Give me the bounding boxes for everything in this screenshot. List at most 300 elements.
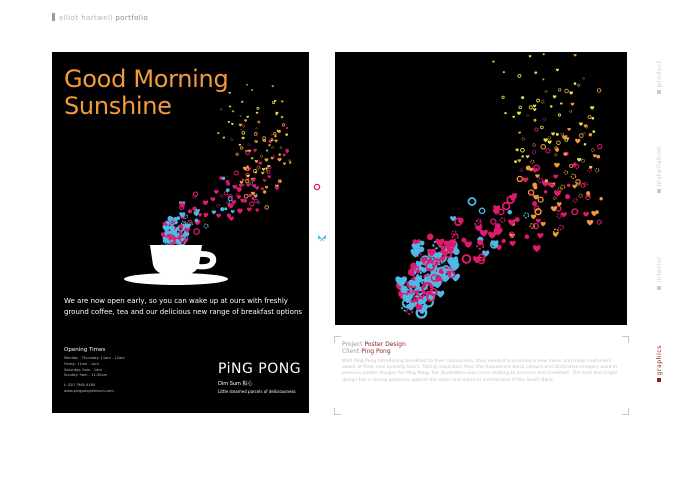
heart-icon	[541, 222, 546, 226]
nav-label: product	[655, 60, 663, 88]
dot-icon	[437, 252, 442, 257]
donut-icon	[272, 101, 274, 103]
poster-left[interactable]	[52, 52, 309, 413]
heart-icon	[593, 154, 597, 157]
dot-icon	[246, 165, 249, 168]
heart-icon	[228, 121, 230, 123]
donut-icon	[463, 255, 471, 263]
heart-icon	[518, 132, 521, 135]
heart-icon	[482, 250, 489, 256]
heart-icon	[526, 155, 529, 158]
dot-icon	[477, 240, 483, 246]
heart-icon	[231, 210, 235, 213]
saucer	[124, 273, 228, 285]
heart-icon	[569, 91, 573, 94]
heart-icon	[261, 187, 264, 190]
sun-icon	[559, 225, 563, 229]
dot-icon	[503, 71, 505, 73]
opening-times-title: Opening Times	[64, 347, 106, 353]
sun-icon	[588, 168, 591, 171]
dot-icon	[251, 89, 253, 91]
heart-icon	[268, 144, 270, 146]
heart-icon	[561, 212, 567, 217]
sun-icon	[500, 218, 505, 223]
sun-icon	[240, 115, 242, 117]
dot-icon	[543, 53, 545, 55]
sun-icon	[582, 159, 585, 162]
poster-intro: We are now open early, so you can wake up at ours with freshly ground coffee, tea and our delicious new range of breakfast options	[64, 297, 303, 316]
dot-icon	[246, 84, 248, 86]
heart-icon	[465, 241, 472, 248]
dot-icon	[227, 213, 231, 217]
donut-icon	[263, 137, 266, 140]
heart-icon	[214, 190, 219, 194]
dot-icon	[262, 140, 264, 142]
dot-icon	[514, 160, 517, 163]
donut-icon	[572, 209, 578, 215]
donut-icon	[597, 220, 601, 224]
heart-icon	[253, 149, 257, 152]
heart-icon	[251, 157, 254, 160]
dot-icon	[289, 161, 291, 163]
sun-icon	[256, 127, 258, 129]
dot-icon	[232, 110, 234, 112]
nav-label: installation	[655, 146, 663, 187]
contact-info	[64, 383, 114, 395]
caption-corner	[334, 336, 341, 343]
donut-icon	[597, 89, 601, 93]
dot-icon	[274, 135, 276, 137]
sun-icon	[520, 169, 523, 172]
dot-icon	[286, 149, 289, 152]
heart-icon	[492, 61, 495, 63]
breakfast-icon-swirl-detail	[395, 53, 602, 317]
donut-icon	[271, 139, 273, 141]
heart-icon	[228, 92, 230, 94]
donut-icon	[557, 141, 561, 145]
heart-icon	[217, 132, 219, 134]
dot-icon	[415, 276, 422, 283]
heart-icon	[571, 103, 575, 106]
site-header	[52, 13, 148, 22]
donut-icon	[541, 145, 545, 149]
dot-icon	[533, 186, 537, 190]
dot-icon	[526, 166, 531, 171]
heart-icon	[244, 119, 247, 122]
project-description: With Ping Pong introducing breakfast to their restaurants, they needed to promote a new menu and make customers aware of their new opening hours. Taking inspiration from the fluorescent block colours and illustrative imagery used in previous poster designs for Ping Pong, the illustration uses icons relating to summer and breakfast. The bold and bright design has a strong presence against the clean and minimal architecture of the South Bank.	[342, 359, 618, 383]
butterfly-icon	[317, 234, 327, 243]
sun-icon	[240, 129, 242, 131]
sun-icon	[548, 137, 551, 140]
heart-icon	[262, 168, 265, 171]
sun-icon	[569, 110, 571, 112]
heart-icon	[566, 137, 569, 140]
poster-headline	[64, 66, 228, 120]
heart-icon	[210, 197, 215, 201]
heart-icon	[562, 135, 567, 140]
project-caption	[342, 341, 624, 384]
heart-icon	[577, 158, 581, 162]
sun-icon	[522, 138, 525, 141]
dot-icon	[544, 190, 547, 193]
heart-icon	[247, 207, 252, 211]
heart-icon	[529, 55, 532, 57]
nav-item-product[interactable]	[652, 60, 666, 94]
sun-icon	[532, 150, 536, 154]
dot-icon	[263, 190, 266, 193]
dot-icon	[242, 179, 245, 182]
heart-icon	[553, 95, 557, 98]
dot-icon	[584, 143, 587, 146]
brand-subtitle: Dim Sum 點心	[218, 381, 253, 387]
dot-icon	[574, 82, 577, 85]
heart-icon	[231, 123, 234, 125]
dot-icon	[255, 208, 258, 211]
dot-icon	[596, 155, 600, 159]
heart-icon	[246, 116, 249, 118]
sun-icon	[271, 134, 273, 136]
dot-icon	[255, 171, 257, 173]
heart-icon	[261, 172, 264, 175]
dot-icon	[599, 197, 602, 200]
heart-icon	[239, 123, 242, 126]
donut-icon	[250, 202, 254, 206]
heart-icon	[512, 116, 515, 118]
donut-icon	[579, 134, 583, 138]
website: www.pingpongdimsum.com	[64, 388, 114, 393]
nav-marker	[657, 378, 661, 382]
heart-icon	[274, 139, 277, 142]
donut-icon	[240, 147, 243, 150]
sun-icon	[531, 160, 534, 163]
sun-icon	[257, 166, 260, 169]
dot-icon	[226, 188, 230, 192]
donut-icon	[236, 153, 238, 155]
sun-icon	[538, 178, 543, 183]
donut-icon	[257, 107, 259, 109]
dot-icon	[195, 219, 199, 223]
opening-line: Sunday: 9am - 11:30pm	[64, 373, 108, 378]
sun-icon	[248, 144, 250, 146]
heart-icon	[509, 241, 515, 247]
dot-icon	[279, 180, 281, 182]
sun-icon	[280, 147, 282, 149]
heart-icon	[242, 137, 245, 140]
opening-line: Saturday: 9am - 1am	[64, 367, 102, 372]
dot-icon	[286, 127, 288, 129]
dot-icon	[419, 241, 424, 246]
heart-icon	[523, 177, 529, 182]
heart-icon	[229, 106, 231, 108]
donut-icon	[244, 194, 248, 198]
client-value: Ping Pong	[361, 348, 391, 355]
sun-icon	[204, 224, 208, 228]
heart-icon	[556, 69, 559, 72]
sun-icon	[553, 197, 556, 200]
heart-icon	[516, 149, 519, 152]
donut-icon	[503, 203, 510, 210]
donut-icon	[529, 106, 532, 109]
dot-icon	[458, 218, 464, 224]
sun-icon	[260, 155, 263, 158]
heart-icon	[533, 104, 536, 107]
project-row	[342, 341, 624, 348]
heart-icon	[554, 190, 561, 196]
dot-icon	[542, 78, 544, 80]
dot-icon	[418, 299, 424, 305]
heart-icon	[277, 158, 281, 162]
sun-icon	[591, 149, 594, 152]
heart-icon	[553, 175, 558, 179]
dot-icon	[565, 194, 570, 199]
heart-icon	[281, 116, 284, 118]
dot-icon	[224, 207, 227, 210]
heart-icon	[255, 160, 258, 163]
heart-icon	[590, 106, 594, 110]
donut-icon	[598, 145, 602, 149]
heart-icon	[553, 232, 558, 237]
donut-icon	[541, 126, 544, 129]
headline-line-1: Good Morning	[64, 65, 229, 93]
dot-icon	[589, 133, 592, 136]
donut-icon	[254, 199, 257, 202]
donut-icon	[521, 148, 525, 152]
dot-icon	[278, 153, 281, 156]
donut-icon	[265, 206, 269, 210]
donut-icon	[546, 149, 550, 153]
heart-icon	[281, 100, 284, 102]
donut-icon	[479, 208, 484, 213]
dot-icon	[525, 234, 530, 239]
sun-icon	[533, 144, 536, 147]
dot-icon	[249, 194, 252, 197]
sun-icon	[541, 101, 544, 104]
sun-icon	[257, 201, 260, 204]
donut-icon	[518, 74, 521, 77]
heart-icon	[517, 112, 521, 116]
headline-line-2: Sunshine	[64, 92, 172, 120]
nav-marker	[657, 286, 661, 290]
heart-icon	[537, 233, 543, 238]
heart-icon	[255, 186, 259, 190]
dot-icon	[508, 210, 512, 214]
heart-icon	[285, 133, 288, 136]
dot-icon	[591, 117, 594, 120]
heart-icon	[239, 144, 241, 146]
dot-icon	[253, 184, 256, 187]
donut-icon	[537, 99, 540, 102]
illustration-detail	[335, 52, 627, 325]
author-name[interactable]: elliot hartwell	[59, 14, 113, 22]
dot-icon	[545, 179, 548, 182]
dot-icon	[586, 191, 590, 195]
dot-icon	[521, 155, 523, 157]
dot-icon	[550, 105, 553, 108]
header-marker	[52, 13, 55, 21]
donut-icon	[581, 183, 585, 187]
dot-icon	[529, 193, 532, 196]
dot-icon	[504, 112, 506, 114]
dot-icon	[521, 96, 524, 99]
sun-icon	[564, 171, 568, 175]
heart-icon	[272, 85, 274, 87]
heart-icon	[265, 186, 268, 189]
dot-icon	[266, 150, 268, 152]
heart-icon	[543, 138, 547, 142]
nav-label: graphics	[655, 345, 663, 376]
category-nav	[652, 0, 666, 481]
heart-icon	[282, 154, 285, 157]
heart-icon	[548, 140, 552, 144]
nav-item-interior[interactable]	[652, 256, 666, 290]
donut-icon	[570, 164, 573, 167]
cup-icon	[150, 245, 202, 276]
heart-icon	[480, 230, 488, 237]
opening-line: Monday - Thursday: 11am - 12am	[64, 356, 125, 360]
dot-icon	[592, 130, 595, 133]
donut-icon	[558, 114, 560, 116]
heart-icon	[554, 163, 560, 168]
sun-icon	[271, 146, 273, 148]
dot-icon	[501, 239, 505, 243]
sun-icon	[243, 125, 245, 127]
client-row	[342, 348, 624, 355]
heart-icon	[265, 158, 269, 161]
donut-icon	[234, 171, 238, 175]
donut-icon	[274, 133, 277, 136]
donut-icon	[258, 121, 260, 123]
heart-icon	[436, 291, 444, 298]
dot-icon	[241, 101, 243, 103]
donut-icon	[224, 192, 228, 196]
heart-icon	[518, 159, 522, 162]
heart-icon	[283, 162, 286, 165]
caption-corner	[622, 408, 629, 415]
sun-icon	[217, 204, 220, 207]
donut-icon	[246, 151, 250, 155]
heart-icon	[551, 132, 555, 135]
donut-icon	[517, 176, 522, 181]
heart-icon	[267, 175, 271, 178]
donut-icon	[468, 198, 475, 205]
heart-icon	[255, 140, 258, 143]
sun-icon	[545, 90, 547, 92]
poster-right-detail[interactable]	[335, 52, 627, 325]
sun-icon	[231, 139, 233, 141]
dot-icon	[532, 201, 537, 206]
donut-icon	[491, 219, 496, 224]
dot-icon	[220, 207, 224, 211]
donut-icon	[242, 132, 245, 135]
heart-icon	[216, 214, 221, 218]
donut-icon	[588, 116, 591, 119]
sun-icon	[582, 77, 584, 79]
heart-icon	[533, 108, 536, 111]
dot-icon	[226, 182, 230, 186]
dot-icon	[556, 133, 559, 136]
heart-icon	[263, 179, 266, 182]
heart-icon	[587, 220, 593, 226]
donut-icon	[194, 229, 199, 234]
dot-icon	[176, 216, 180, 220]
dot-icon	[534, 119, 537, 122]
project-label: Project	[342, 341, 363, 348]
dot-icon	[515, 217, 520, 222]
sun-icon	[583, 132, 585, 134]
heart-icon	[212, 210, 216, 214]
nav-item-graphics[interactable]	[652, 345, 666, 382]
heart-icon	[567, 128, 571, 131]
sun-icon	[527, 115, 529, 117]
ping-pong-logo: PiNG PONG	[218, 361, 302, 377]
caption-corner	[334, 408, 341, 415]
sun-icon	[524, 213, 529, 218]
donut-icon	[313, 183, 321, 191]
sun-icon	[561, 185, 565, 189]
heart-icon	[533, 245, 541, 252]
dot-icon	[408, 279, 414, 285]
nav-marker	[657, 90, 661, 94]
heart-icon	[256, 112, 259, 114]
dot-icon	[595, 210, 599, 214]
heart-icon	[223, 137, 225, 139]
donut-icon	[535, 128, 538, 131]
heart-icon	[258, 162, 262, 165]
sun-icon	[595, 168, 599, 172]
donut-icon	[565, 89, 569, 93]
phone: t: 020 7960 4160	[64, 383, 96, 387]
opening-times-list	[64, 356, 125, 379]
heart-icon	[531, 215, 536, 220]
donut-icon	[254, 132, 257, 135]
donut-icon	[538, 197, 543, 202]
section-name[interactable]: portfolio	[115, 14, 149, 22]
dot-icon	[567, 184, 570, 187]
donut-icon	[519, 106, 522, 109]
sun-icon	[220, 195, 223, 198]
heart-icon	[228, 204, 234, 209]
donut-icon	[558, 89, 560, 91]
dot-icon	[251, 197, 254, 200]
heart-icon	[572, 184, 576, 188]
dot-icon	[222, 177, 225, 180]
heart-icon	[579, 122, 583, 126]
sun-icon	[554, 154, 557, 157]
sun-icon	[571, 174, 575, 178]
heart-icon	[535, 174, 539, 178]
brand-tagline: Little steamed parcels of deliciousness	[218, 389, 296, 394]
heart-icon	[198, 213, 202, 217]
heart-icon	[536, 219, 541, 223]
sun-icon	[543, 118, 546, 121]
dot-icon	[427, 233, 434, 240]
heart-icon	[574, 54, 577, 57]
nav-label: interior	[655, 256, 663, 283]
sun-icon	[573, 199, 577, 203]
dot-icon	[244, 199, 247, 202]
heart-icon	[435, 239, 444, 247]
project-value: Poster Design	[364, 341, 406, 348]
heart-icon	[584, 124, 588, 127]
sun-icon	[577, 84, 580, 87]
nav-marker	[657, 189, 661, 193]
heart-icon	[560, 102, 563, 104]
dot-icon	[188, 209, 192, 213]
donut-icon	[282, 124, 284, 126]
nav-item-installation[interactable]	[652, 146, 666, 193]
heart-icon	[488, 232, 496, 239]
heart-icon	[240, 181, 244, 184]
